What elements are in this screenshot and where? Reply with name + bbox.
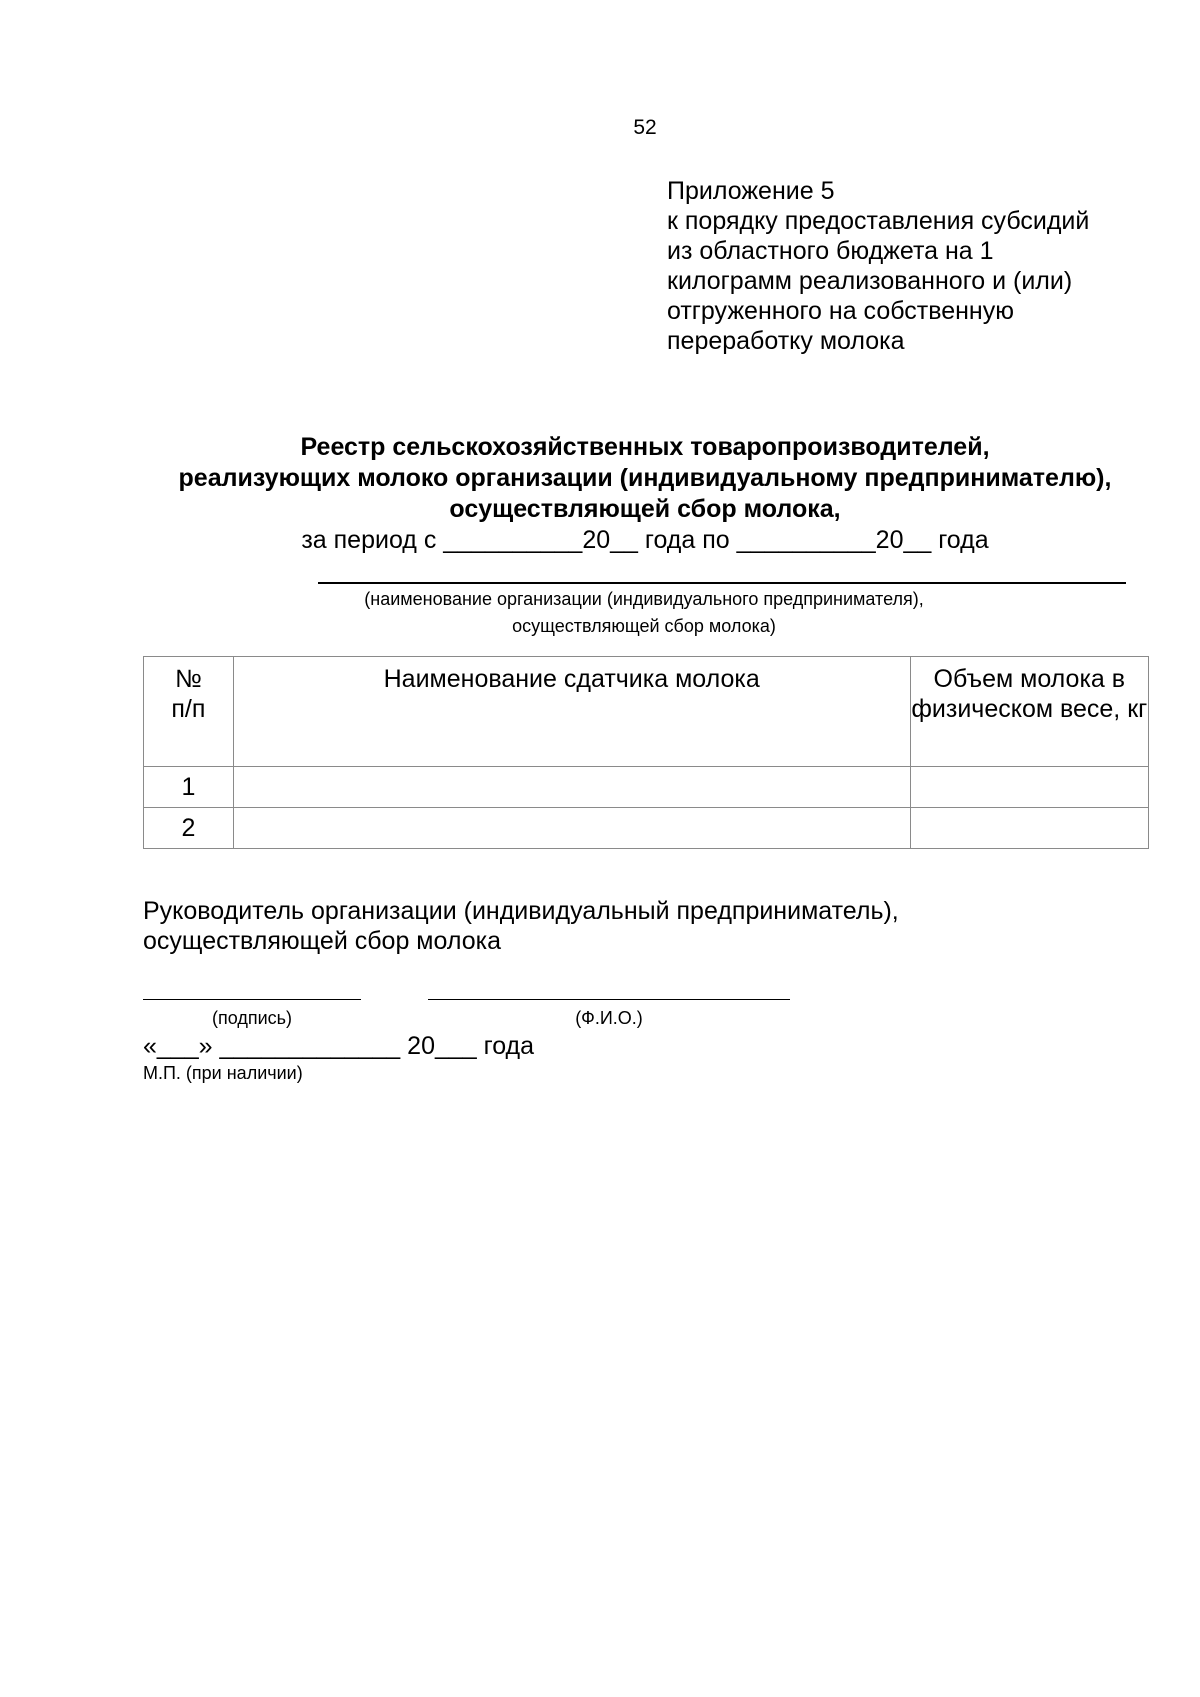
signature-caption: (подпись) [211,1008,293,1028]
appendix-line: переработку молока [667,327,905,355]
caption-line: (наименование организации (индивидуального предпринимателя), [364,589,924,609]
appendix-line: к порядку предоставления субсидий [667,207,1090,235]
full-name-caption: (Ф.И.О.) [575,1008,643,1028]
appendix-header [667,176,1167,356]
manager-line: Руководитель организации (индивидуальный предприниматель), [143,897,899,925]
manager-block [143,896,899,956]
period-line: за период с __________20__ года по __________20__ года [301,526,989,554]
header-cell-number [144,657,234,767]
title-line: осуществляющей сбор молока, [449,495,841,523]
appendix-line: отгруженного на собственную [667,297,1014,325]
appendix-line: килограмм реализованного и (или) [667,267,1073,295]
cell-supplier [233,767,910,808]
organization-caption [300,586,988,640]
cell-number: 1 [144,767,234,808]
cell-supplier [233,808,910,849]
header-text: № п/п [171,665,206,723]
document-title [60,432,1200,556]
date-line: «___» _____________ 20___ года [143,1032,535,1060]
title-line: Реестр сельскохозяйственных товаропроизводителей, [300,433,990,461]
stamp-note: М.П. (при наличии) [143,1063,303,1083]
appendix-line: Приложение 5 [667,177,835,205]
cell-number: 2 [144,808,234,849]
cell-volume [910,767,1148,808]
header-cell-supplier [233,657,910,767]
caption-line: осуществляющей сбор молока) [512,616,776,636]
header-text: Наименование сдатчика молока [383,665,760,693]
manager-line: осуществляющей сбор молока [143,927,502,955]
cell-volume [910,808,1148,849]
signature-line [143,999,361,1000]
appendix-line: из областного бюджета на 1 [667,237,994,265]
full-name-line [428,999,790,1000]
table-row [144,767,1149,808]
title-line: реализующих молоко организации (индивидуальному предпринимателю), [178,464,1112,492]
page-number: 52 [633,116,657,139]
organization-name-line [318,582,1126,584]
header-cell-volume [910,657,1148,767]
header-text: Объем молока в физическом весе, кг [911,665,1148,723]
registry-table [143,656,1149,849]
table-header-row [144,657,1149,767]
table-row [144,808,1149,849]
